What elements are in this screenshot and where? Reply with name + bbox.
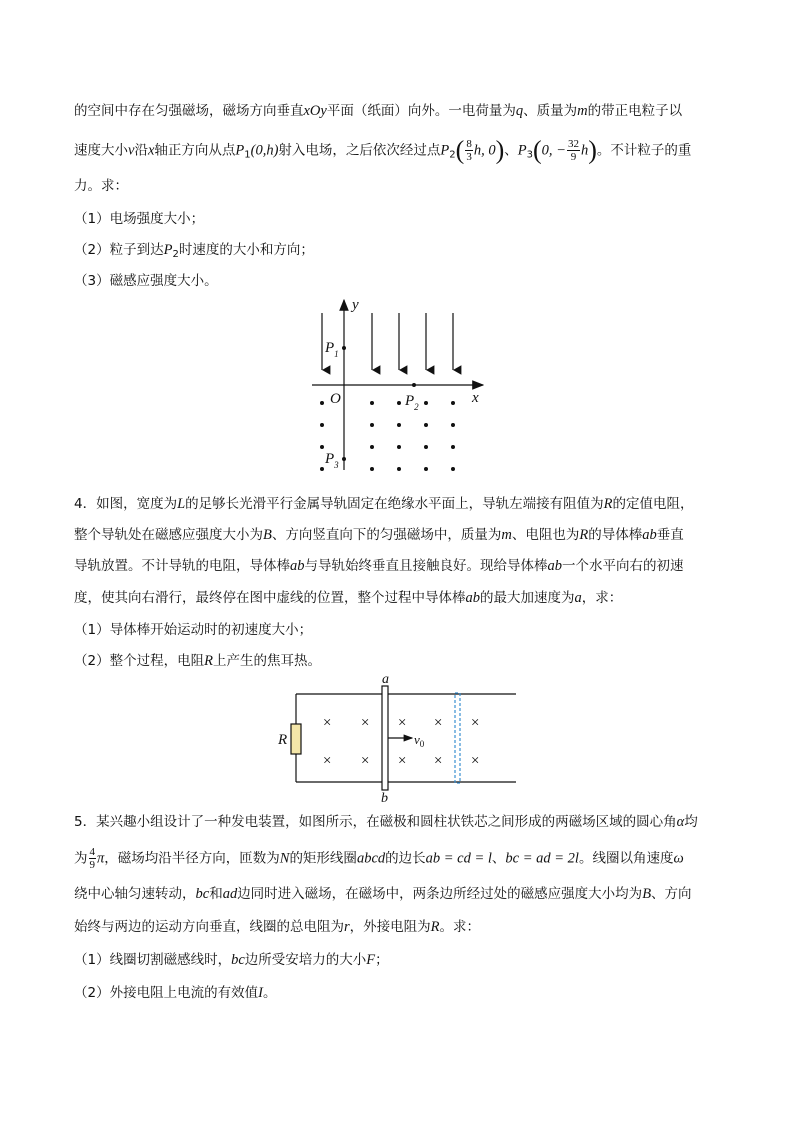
q3-p2-fraction: $\frac{8}{3}$ [466,138,472,163]
svg-text:×: × [397,753,408,769]
final-position-dashed [455,693,460,783]
q4-line-3: 导轨放置。不计导轨的电阻，导体棒ab与导轨始终垂直且接触良好。现给导体棒ab一个水平向右的初速 [74,558,684,574]
q4-line-2: 整个导轨处在磁感应强度大小为B、方向竖直向下的匀强磁场中，质量为m、电阻也为R的导体棒ab垂直 [74,527,684,543]
svg-text:×: × [470,753,481,769]
velocity-label: $v_0$ [414,732,425,749]
rod-label-a: a [382,672,389,687]
svg-text:×: × [433,715,444,731]
q3-sub-2: （2）粒子到达$P_2$时速度的大小和方向； [74,242,314,260]
q5-line-2: 为 $\frac{4}{9}$ π，磁场均沿半径方向，匝数为N的矩形线圈abcd的边长ab = cd = l、bc = ad = 2l。线圈以角速度ω [74,846,684,871]
rod-ab [382,686,388,790]
svg-text:×: × [360,715,371,731]
q5-line-4: 始终与两边的运动方向垂直，线圈的总电阻为r，外接电阻为R。求： [74,919,481,935]
q5-line-3: 绕中心轴匀速转动，bc和ad边同时进入磁场，在磁场中，两条边所经过处的磁感应强度大小均为B、方向 [74,886,692,902]
p3-label: $P_3$ [325,451,339,470]
y-axis-label: y [352,297,359,313]
resistor-label: R [278,732,288,748]
q3-line-2: 速度大小v沿x轴正方向从点$P_1(0,h)$射入电场，之后依次经过点$P_2$( $\frac{8}{3}$ h, 0)、$P_3(0$, − $\frac{32}{9}$ h)。不计粒子的重 [74,135,692,165]
rod-label-b: b [381,791,388,806]
q4-sub-2: （2）整个过程，电阻R上产生的焦耳热。 [74,653,321,669]
x-axis-label: x [472,390,479,406]
svg-text:×: × [470,715,481,731]
p2-label: $P_2$ [405,393,419,412]
q3-line-1: 的空间中存在匀强磁场，磁场方向垂直xOy平面（纸面）向外。一电荷量为q、质量为m的带正电粒子以 [74,103,683,119]
q3-line-3: 力。求： [74,178,128,194]
q3-sub-3: （3）磁感应强度大小。 [74,273,218,289]
svg-text:×: × [360,753,371,769]
svg-text:×: × [322,715,333,731]
q4-line-4: 度，使其向右滑行，最终停在图中虚线的位置，整个过程中导体棒ab的最大加速度为a，求： [74,590,623,606]
svg-text:×: × [322,753,333,769]
origin-label: O [330,391,341,407]
q5-fraction: $\frac{4}{9}$ [89,846,95,871]
q5-sub-2: （2）外接电阻上电流的有效值I。 [74,985,277,1001]
svg-text:×: × [433,753,444,769]
q5-sub-1: （1）线圈切割磁感线时，bc边所受安培力的大小F； [74,952,389,968]
q4-sub-1: （1）导体棒开始运动时的初速度大小； [74,622,313,638]
q5-line-1: 5．某兴趣小组设计了一种发电装置，如图所示，在磁极和圆柱状铁芯之间形成的两磁场区域的圆心角α均 [74,814,698,830]
magnetic-field-crosses [322,715,480,769]
q3-sub-1: （1）电场强度大小； [74,211,205,227]
q3-p3-fraction: $\frac{32}{9}$ [567,138,579,163]
p1-label: $P_1$ [325,340,339,359]
svg-text:×: × [397,715,408,731]
resistor [291,724,301,754]
q4-line-1: 4．如图，宽度为L的足够长光滑平行金属导轨固定在绝缘水平面上，导轨左端接有阻值为R的定值电阻， [74,496,694,512]
